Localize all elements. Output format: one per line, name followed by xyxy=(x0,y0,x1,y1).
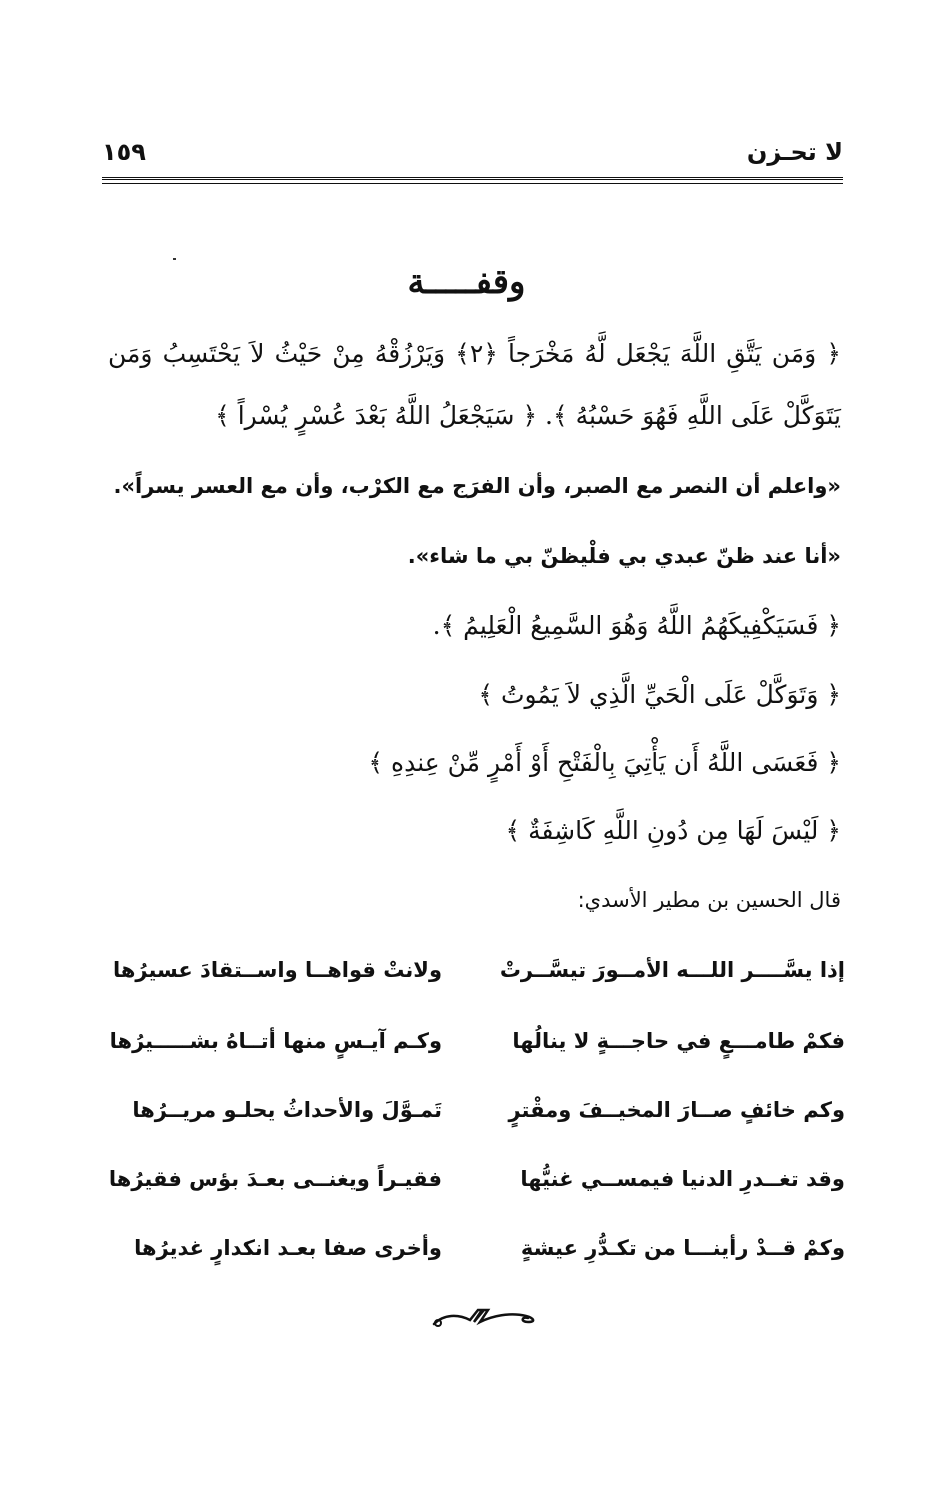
section-title: وقفـــــة xyxy=(407,262,526,302)
verse-3: ﴿ فَعَسَى اللَّهُ أَن يَأْتِيَ بِالْفَتْحِ أَوْ أَمْرٍ مِّنْ عِندِهِ ﴾ xyxy=(368,748,841,777)
poem-intro: قال الحسين بن مطير الأسدي: xyxy=(577,888,841,912)
poem-line-2-second: وكـم آيـسٍ منها أتــاهُ بشـــــيرُها xyxy=(109,1029,442,1053)
poem-line-4-first: وقد تغــدرِ الدنيا فيمســي غنيُّها xyxy=(520,1167,845,1191)
poem-line-5-second: وأخرى صفا بعـد انكدارٍ غديرُها xyxy=(134,1236,442,1260)
poem-line-3-second: تَمـوَّلَ والأحداثُ يحلـو مريــرُها xyxy=(132,1098,442,1122)
poem-line-1-second: ولانتْ قواهــا واســتقادَ عسيرُها xyxy=(112,958,442,982)
page-number: ١٥٩ xyxy=(102,138,146,166)
running-head xyxy=(102,138,843,178)
poem-line-3-first: وكم خائفٍ صــارَ المخيــفَ ومقْترٍ xyxy=(508,1098,845,1122)
book-title: لا تحـزن xyxy=(746,138,843,166)
header-rule xyxy=(102,177,843,184)
hadith-1: «واعلم أن النصر مع الصبر، وأن الفرَج مع الكرْب، وأن مع العسر يسراً». xyxy=(113,474,841,498)
poem-line-5-first: وكمْ قــدْ رأينـــا من تكـدُّرِ عيشةٍ xyxy=(520,1236,845,1260)
poem-line-1-first: إذا يسَّــــر اللـــه الأمــورَ تيسَّــرتْ xyxy=(499,958,845,982)
poem-line-4-second: فقيـراً ويغنــى بعـدَ بؤس فقيرُها xyxy=(108,1167,442,1191)
ink-speck xyxy=(173,258,176,260)
poem-line-2-first: فكمْ طامـــعٍ في حاجـــةٍ لا ينالُها xyxy=(512,1029,845,1053)
verse-2: ﴿ وَتَوَكَّلْ عَلَى الْحَيِّ الَّذِي لاَ يَمُوتُ ﴾ xyxy=(478,680,841,709)
end-ornament-icon xyxy=(430,1306,540,1330)
verse-4: ﴿ لَيْسَ لَهَا مِن دُونِ اللَّهِ كَاشِفَةٌ ﴾ xyxy=(505,816,841,845)
quran-line-1: ﴿ وَمَن يَتَّقِ اللَّهَ يَجْعَل لَّهُ مَخْرَجاً ﴿٢﴾ وَيَرْزُقْهُ مِنْ حَيْثُ لاَ يَحْتَسِبُ وَمَن xyxy=(108,339,841,368)
hadith-2: «أنا عند ظنّ عبدي بي فلْيظنّ بي ما شاء». xyxy=(407,544,841,568)
verse-1: ﴿ فَسَيَكْفِيكَهُمُ اللَّهُ وَهُوَ السَّمِيعُ الْعَلِيمُ ﴾. xyxy=(432,611,841,640)
quran-line-2: يَتَوَكَّلْ عَلَى اللَّهِ فَهُوَ حَسْبُهُ ﴾. ﴿ سَيَجْعَلُ اللَّهُ بَعْدَ عُسْرٍ يُسْراً ﴾ xyxy=(215,401,841,430)
